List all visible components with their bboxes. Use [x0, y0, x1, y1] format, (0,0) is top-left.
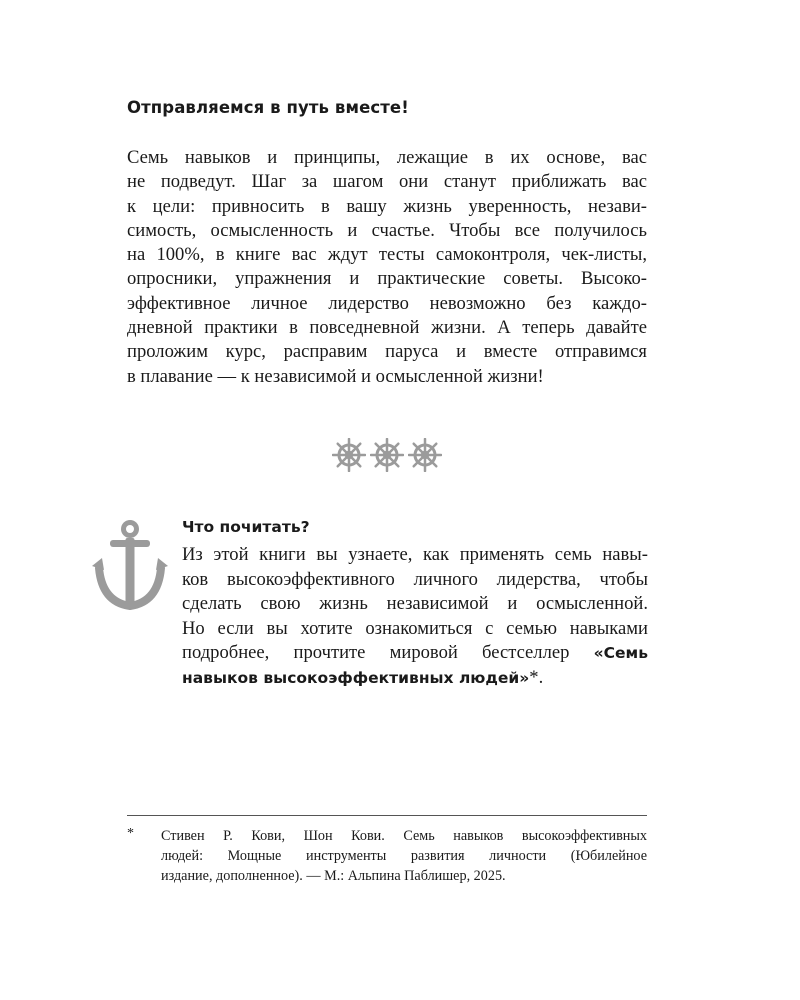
aside-title: Что почитать?: [182, 518, 310, 536]
aside-line-text: подробнее, прочтите мировой бестселлер: [182, 642, 570, 663]
paragraph-line: симость, осмысленность и счастье. Чтобы все получилось: [127, 219, 647, 241]
ship-wheel-icon: [370, 438, 404, 472]
aside-line: ков высокоэффективного личного лидерства, чтобы: [182, 568, 648, 590]
section-divider-ornament: [332, 438, 442, 472]
anchor-icon: [88, 518, 172, 614]
paragraph-line: к цели: привносить в вашу жизнь уверенность, незави-: [127, 195, 647, 217]
paragraph-line: проложим курс, расправим паруса и вместе отправимся: [127, 341, 647, 363]
footnote-line: людей: Мощные инструменты развития личности (Юбилейное: [161, 848, 647, 864]
aside-line-with-title: [182, 641, 648, 666]
paragraph-line: в плавание — к независимой и осмысленной жизни!: [127, 365, 544, 387]
paragraph-line: дневной практики в повседневной жизни. А теперь давайте: [127, 317, 647, 339]
footnote-text: [161, 826, 647, 886]
intro-paragraph: [127, 146, 647, 389]
aside-line-last: [182, 666, 648, 691]
footnote-reference: *.: [529, 666, 544, 688]
paragraph-line: опросники, упражнения и практические советы. Высоко-: [127, 268, 647, 290]
footnote-line: Стивен Р. Кови, Шон Кови. Семь навыков высокоэффективных: [161, 828, 647, 844]
aside-line: Но если вы хотите ознакомиться с семью навыками: [182, 617, 648, 639]
footnote-divider: [127, 815, 647, 816]
paragraph-line: на 100%, в книге вас ждут тесты самоконтроля, чек-листы,: [127, 244, 647, 266]
footnote-mark: *: [127, 826, 134, 841]
aside-text: [182, 543, 648, 690]
ship-wheel-icon: [408, 438, 442, 472]
paragraph-line: Семь навыков и принципы, лежащие в их основе, вас: [127, 147, 647, 168]
paragraph-line: эффективное личное лидерство невозможно без каждо-: [127, 292, 647, 314]
section-heading: Отправляемся в путь вместе!: [127, 98, 409, 117]
book-title-end: навыков высокоэффективных людей»: [182, 668, 530, 687]
aside-line: сделать свою жизнь независимой и осмысленной.: [182, 593, 648, 614]
paragraph-line: не подведут. Шаг за шагом они станут приближать вас: [127, 171, 647, 193]
ship-wheel-icon: [332, 438, 366, 472]
footnote-line: издание, дополненное). — М.: Альпина Паблишер, 2025.: [161, 868, 506, 884]
book-title-start: «Семь: [593, 644, 649, 662]
aside-line: Из этой книги вы узнаете, как применять семь навы-: [182, 544, 648, 565]
